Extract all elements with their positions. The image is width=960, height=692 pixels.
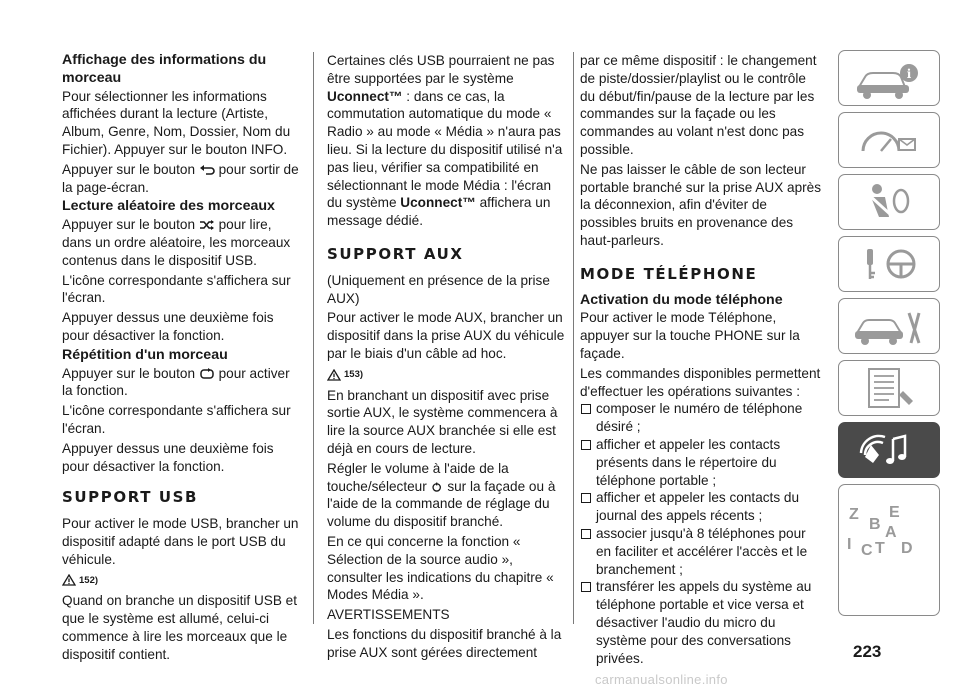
svg-text:T: T bbox=[875, 540, 885, 557]
paragraph: AVERTISSEMENTS bbox=[327, 607, 450, 623]
heading-support-aux: SUPPORT AUX bbox=[327, 244, 464, 263]
column-1 bbox=[62, 52, 300, 666]
paragraph: Appuyer sur le bouton pour sortir de la page-écran. bbox=[62, 161, 299, 195]
paragraph: Appuyer sur le bouton pour lire, dans un ordre aléatoire, les morceaux contenus dans le dispositif USB. bbox=[62, 217, 291, 268]
paragraph: Pour sélectionner les informations affichées durant la lecture (Artiste, Album, Genre, Nom, Dossier, Nom du Fichier). Appuyer sur le bouton INFO. bbox=[62, 88, 291, 157]
chapter-tab-multimedia[interactable] bbox=[838, 422, 940, 478]
bullet-box-icon bbox=[581, 529, 591, 539]
list-item: transférer les appels du système au téléphone portable et vice versa et désactiver l'audio du micro du système pour des conversations privées. bbox=[580, 578, 822, 667]
volume-knob-icon bbox=[431, 481, 444, 493]
warning-icon bbox=[327, 369, 341, 381]
page-number: 223 bbox=[853, 642, 882, 661]
heading-support-usb: SUPPORT USB bbox=[62, 488, 199, 507]
paragraph: L'icône correspondante s'affichera sur l'écran. bbox=[62, 272, 291, 306]
heading-track-info: Affichage des informations du morceau bbox=[62, 52, 267, 86]
paragraph: Pour activer le mode Téléphone, appuyer sur la touche PHONE sur la façade. bbox=[580, 310, 800, 361]
svg-text:Z: Z bbox=[849, 506, 859, 523]
heading-random: Lecture aléatoire des morceaux bbox=[62, 198, 275, 215]
list-item: associer jusqu'à 8 téléphones pour en faciliter et accélérer l'accès et le branchement ; bbox=[580, 525, 822, 578]
paragraph: Uconnect™ : dans ce cas, la commutation automatique du mode « Radio » au mode « Média » n'aura pas lieu. Si la lecture du dispositif utilisé n'a pas lieu, vérifier sa compatibilité en sélectionnant le mode Média : l'écran du système Uconnect™ affichera un message dédié. bbox=[327, 88, 563, 229]
chapter-tab-maintenance[interactable] bbox=[838, 298, 940, 354]
svg-text:I: I bbox=[847, 536, 852, 553]
chapter-tab-dashboard[interactable] bbox=[838, 112, 940, 168]
paragraph: Appuyer sur le bouton pour activer la fonction. bbox=[62, 365, 290, 399]
column-3 bbox=[580, 52, 822, 667]
heading-repeat: Répétition d'un morceau bbox=[62, 346, 228, 363]
svg-text:i: i bbox=[906, 67, 912, 81]
column-divider-2 bbox=[573, 52, 574, 624]
svg-text:E: E bbox=[889, 504, 900, 521]
paragraph: Pour activer le mode USB, brancher un dispositif adapté dans le port USB du véhicule. bbox=[62, 516, 299, 567]
chapter-tab-car-info[interactable] bbox=[838, 50, 940, 106]
bullet-box-icon bbox=[581, 440, 591, 450]
bullet-box-icon bbox=[581, 493, 591, 503]
bullet-box-icon bbox=[581, 582, 591, 592]
heading-mode-telephone: MODE TÉLÉPHONE bbox=[580, 264, 758, 283]
svg-text:D: D bbox=[901, 540, 913, 557]
column-2 bbox=[327, 52, 567, 664]
index-letters-icon bbox=[839, 495, 939, 565]
paragraph: Ne pas laisser le câble de son lecteur portable branché sur la prise AUX après la déconnexion, afin d'éviter de possibles bruits en provenance des haut-parleurs. bbox=[580, 161, 822, 248]
dashboard-mail-icon bbox=[839, 113, 939, 167]
svg-text:B: B bbox=[869, 516, 881, 533]
column-divider-1 bbox=[313, 52, 314, 624]
paragraph: Quand on branche un dispositif USB et que le système est allumé, celui-ci commence à lire les morceaux que le dispositif contient. bbox=[62, 593, 298, 662]
heading-activation: Activation du mode téléphone bbox=[580, 291, 783, 308]
warning-icon bbox=[62, 574, 76, 586]
paragraph: Appuyer dessus une deuxième fois pour désactiver la fonction. bbox=[62, 310, 274, 343]
chapter-tab-technical-data[interactable] bbox=[838, 360, 940, 416]
paragraph: Régler le volume à l'aide de la touche/sélecteur sur la façade ou à l'aide de la commande de réglage du volume du dispositif branché. bbox=[327, 460, 556, 530]
key-steering-icon bbox=[839, 237, 939, 291]
paragraph: Certaines clés USB pourraient ne pas être supportées par le système bbox=[327, 53, 555, 86]
paragraph: Les commandes disponibles permettent d'effectuer les opérations suivantes : bbox=[580, 365, 821, 399]
svg-text:A: A bbox=[885, 524, 897, 541]
paragraph: Pour activer le mode AUX, brancher un dispositif dans la prise AUX du véhicule par le biais d'un câble ad hoc. bbox=[327, 310, 565, 361]
document-list-icon bbox=[839, 361, 939, 415]
airbag-safety-icon bbox=[839, 175, 939, 229]
paragraph: L'icône correspondante s'affichera sur l'écran. bbox=[62, 403, 291, 436]
multimedia-icon bbox=[839, 423, 939, 477]
warning-note: 153) bbox=[327, 366, 567, 384]
paragraph: En branchant un dispositif avec prise sortie AUX, le système commencera à lire la source AUX branchée si elle est déjà en cours de lecture. bbox=[327, 387, 558, 456]
bullet-box-icon bbox=[581, 404, 591, 414]
paragraph: En ce qui concerne la fonction « Sélection de la source audio », consulter les indications du chapitre « Modes Média ». bbox=[327, 533, 554, 603]
paragraph: par ce même dispositif : le changement de piste/dossier/playlist ou le contrôle du début/fin/pause de la lecture par les commandes sur la façade ou les commandes au volant n'est donc pas possible. bbox=[580, 53, 817, 157]
shuffle-icon bbox=[199, 219, 215, 231]
list-item: composer le numéro de téléphone désiré ; bbox=[580, 400, 822, 436]
car-wrench-icon bbox=[839, 299, 939, 353]
repeat-icon bbox=[199, 368, 215, 380]
warning-note: 152) bbox=[62, 572, 300, 590]
list-item: afficher et appeler les contacts présents dans le répertoire du téléphone portable ; bbox=[580, 436, 822, 489]
paragraph: Les fonctions du dispositif branché à la prise AUX sont gérées directement bbox=[327, 626, 562, 660]
chapter-tab-safety[interactable] bbox=[838, 174, 940, 230]
svg-text:C: C bbox=[861, 542, 873, 559]
chapter-tab-starting-driving[interactable] bbox=[838, 236, 940, 292]
list-item: afficher et appeler les contacts du journal des appels récents ; bbox=[580, 489, 822, 525]
paragraph: (Uniquement en présence de la prise AUX) bbox=[327, 272, 550, 306]
watermark: carmanualsonline.info bbox=[595, 672, 728, 687]
back-arrow-icon bbox=[199, 164, 215, 176]
paragraph: Appuyer dessus une deuxième fois pour désactiver la fonction. bbox=[62, 440, 274, 474]
chapter-tab-index[interactable] bbox=[838, 484, 940, 616]
car-info-icon bbox=[839, 51, 939, 105]
